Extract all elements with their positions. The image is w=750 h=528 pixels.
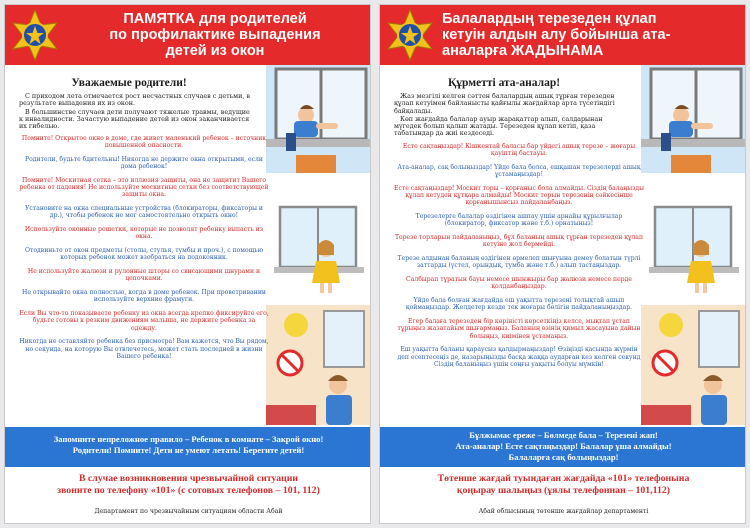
girl-by-window-illustration	[641, 205, 745, 297]
banner-line: Родители! Помните! Дети не умеют летать! Берегите детей!	[72, 445, 305, 455]
emergency-phone-notice	[5, 473, 371, 497]
emergency-line: звоните по телефону «101» (с сотовых телефонов – 101, 112)	[57, 485, 320, 496]
poster-title	[442, 11, 742, 59]
emergency-line: Төтенше жағдай туындаған жағдайда «101» телефонына	[437, 473, 690, 484]
intro-text	[19, 93, 251, 131]
intro-paragraph: В большинстве случаев дети получают тяжелые травмы, ведущие к инвалидности. Зачастую выпадение детей из окон заканчивается их гибелью.	[19, 107, 250, 131]
department-name: Абай облысының төтенше жағдайлар департаменті	[478, 508, 649, 515]
department-name: Департамент по чрезвычайным ситуациям области Абай	[94, 508, 283, 515]
banner-line: Ата-аналар! Есте сақтаңыздар! Балалар ұша алмайды!	[455, 441, 672, 451]
banner-line: Бұлжымас ереже – Бөлмеде бала – Терезені жап!	[469, 430, 658, 440]
title-line: кетуін алдын алу бойынша ата-	[442, 27, 671, 43]
safety-rule: Үйде бала болған жағдайда еш уақытта терезені толықтай ашып қоймаңыздар. Желдетер кезде тек жоғары бөлігін пайдаланыңыздар.	[405, 297, 633, 312]
title-line: по профилактике выпадения	[109, 27, 321, 43]
greeting: Құрметті ата-аналар!	[447, 77, 561, 89]
intro-paragraph: С приходом лета отмечается рост несчастных случаев с детьми, в результате выпадения их из окон.	[19, 92, 251, 108]
key-rule-banner	[380, 427, 746, 467]
poster-header	[5, 5, 371, 65]
safety-rule: Егер балаға терезеден бір көріністі көрсеткіңіз келсе, мықтап ұстап тұрыңыз жазатайым шығармаңыз. Баланың өзінің қимыл жасауына дайын болыңыз, киімінен ұстамаңыз.	[397, 318, 641, 340]
safety-rule: Есте сақтаңыздар! Кішкентай баласы бар үйдегі ашық терезе – жоғары қауіптің бастауы.	[402, 143, 636, 158]
banner-line: Запомните непреложное правило – Ребенок в комнате – Закрой окно!	[53, 434, 324, 444]
title-line: аналарға ЖАДЫНАМА	[442, 43, 604, 59]
girl-by-window-illustration	[266, 205, 370, 297]
title-line: детей из окон	[165, 43, 265, 59]
poster-header	[380, 5, 746, 65]
safety-rule: Есте сақтаңыздар! Москит торы – қорғаныс бола алмайды. Сіздің балаңызды құлап кетуден құтқара алмайды! Москит торын терезенің сәйкесінше қорғанышынсыз пайдаланбаңыз.	[394, 185, 644, 207]
title-line: ПАМЯТКА для родителей	[123, 11, 307, 27]
intro-paragraph: Жаз мезгілі келген сәттен балалардың ашық тұрған терезеден құлап кетуімен байланысты қайғылы жағдайлар арта түсетіндігі байқалады.	[394, 92, 615, 115]
safety-rule: Помните! Открытое окно в доме, где живет маленький ребенок – источник повышенной опасности.	[21, 135, 267, 150]
window-warning-illustration	[266, 305, 370, 425]
safety-rules-list	[19, 135, 269, 367]
safety-rule: Помните! Москитная сетка – это иллюзия защиты, она не защитит Вашего ребенка от падения! Не используйте москитные сетки без соответствующей защиты окна.	[19, 177, 269, 199]
safety-rule: Терезе алдынан баланың өздігінен өрмелеп шығуына демеу болатын түрлі заттарды (үстел, орындық, тумба және т.б.) алып тастаңыздар.	[397, 255, 641, 270]
safety-rule: Родители, будьте бдительны! Никогда не держите окна открытыми, если дома ребенок!	[25, 156, 263, 171]
child-at-window-illustration	[641, 65, 745, 173]
emergency-line: В случае возникновения чрезвычайной ситуации	[78, 473, 299, 484]
safety-rule: Если Вы что-то показываете ребенку из окна всегда крепко фиксируйте его, будьте готовы к резким движениям малыша, не держите ребенка за одежду.	[19, 310, 269, 332]
safety-rule: Ата-аналар, сақ болыңыздар! Үйде бала болса, ешқашан терезелерді ашық ұстамаңыздар!	[397, 164, 641, 179]
poster-kazakh	[379, 4, 746, 524]
safety-rule: Не используйте жалюзи и рулонные шторы со свисающими шнурами и цепочками.	[27, 268, 261, 283]
greeting: Уважаемые родители!	[71, 77, 187, 89]
safety-rule: Отодвиньте от окон предметы (столы, стулья, тумбы и проч.), с помощью которых ребенок может взобраться на подоконник.	[25, 247, 263, 262]
intro-text	[394, 93, 626, 139]
key-rule-banner	[5, 427, 371, 467]
banner-line: Балаларға сақ болыңыздар!	[508, 452, 619, 462]
safety-rule: Установите на окна специальные устройства (блокираторы, фиксаторы и др.), чтобы ребенок не мог самостоятельно открыть окно!	[25, 205, 263, 220]
child-at-window-illustration	[266, 65, 370, 173]
safety-rule: Еш уақытта баланы қараусыз қалдырмаңыздар! Өзіңізді қасында жүрмін деп есептесеңіз де, назарыңызды басқа жаққа аударған кез келген секунд Сіздің баланыңыз үшін соңғы уақыты болуы мүмкін!	[397, 346, 641, 368]
safety-rule: Салбырап тұратын бауы немесе шынжыры бар жалюзи немесе перде қолданбаңыздар.	[406, 276, 632, 291]
safety-rule: Терезе торларын пайдаланыңыз, бұл баланың ашық тұрған терезеден құлап кетуіне жол бермейді.	[394, 234, 644, 249]
safety-rule: Терезелерге балалар өздігінен ашпау үшін арнайы құрылғылар (блокиратор, фиксатор және т.б.) орнатыңыз!	[415, 213, 623, 228]
safety-rule: Никогда не оставляйте ребенка без присмотра! Вам кажется, что Вы рядом, но секунда, на которую Вы отвлечетесь, может стать последней в жизни Вашего ребенка!	[19, 338, 269, 360]
safety-rules-list	[394, 143, 644, 375]
emergency-line: қоңырау шалыңыз (ұялы телефоннан – 101,112)	[456, 485, 671, 496]
safety-rule: Не открывайте окна полностью, когда в доме ребенок. При проветривании используйте верхние фрамуги.	[22, 289, 266, 304]
window-warning-illustration	[641, 305, 745, 425]
emergency-emblem-icon	[384, 9, 436, 61]
title-line: Балалардың терезеден құлап	[442, 11, 657, 27]
intro-paragraph: Көп жағдайда балалар ауыр жарақаттар алып, салдарынан мүгедек болып қалып жатады. Терезеден құлап кетіп, қаза табатындар да жиі кездеседі.	[394, 114, 603, 138]
poster-title	[65, 11, 365, 59]
poster-russian	[4, 4, 371, 524]
safety-rule: Используйте оконные решетки, которые не позволят ребенку выпасть из окна.	[24, 226, 264, 241]
emergency-emblem-icon	[9, 9, 61, 61]
emergency-phone-notice	[380, 473, 746, 497]
